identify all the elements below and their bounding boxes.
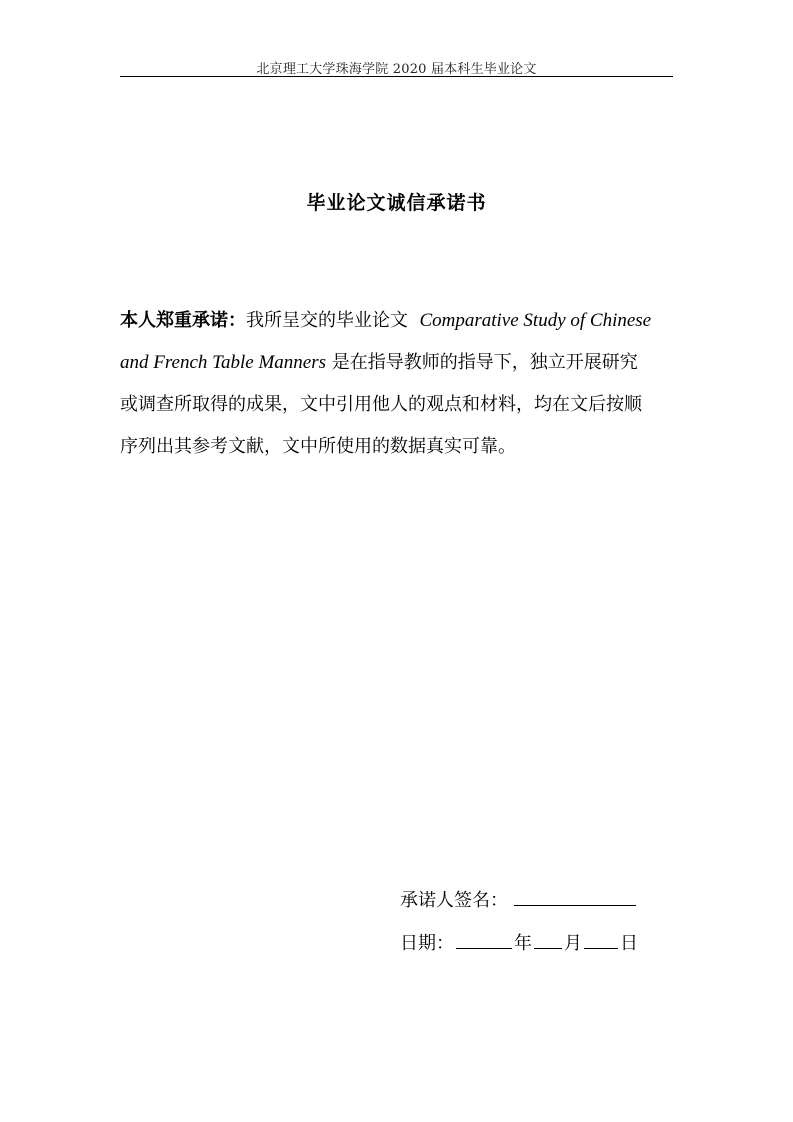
header-divider <box>120 76 673 77</box>
signature-blank[interactable] <box>514 887 636 906</box>
pledge-paragraph <box>120 300 655 468</box>
pledge-lead: 本人郑重承诺： <box>120 310 246 331</box>
month-blank[interactable] <box>534 930 562 949</box>
thesis-title: Comparative Study of Chinese and French Table Manners <box>120 310 652 373</box>
day-blank[interactable] <box>584 930 618 949</box>
month-label: 月 <box>564 933 582 954</box>
signature-row <box>400 886 638 912</box>
year-label: 年 <box>514 933 532 954</box>
signature-label: 承诺人签名： <box>400 890 508 911</box>
year-blank[interactable] <box>456 930 512 949</box>
document-title: 毕业论文诚信承诺书 <box>306 192 487 214</box>
running-header: 北京理工大学珠海学院 2020 届本科生毕业论文 <box>256 62 537 77</box>
pledge-body: 是在指导教师的指导下，独立开展研究或调查所取得的成果，文中引用他人的观点和材料，均在文后按顺序列出其参考文献，文中所使用的数据真实可靠。 <box>120 352 642 457</box>
date-row <box>400 929 638 955</box>
pledge-intro: 我所呈交的毕业论文 <box>246 310 408 331</box>
day-label: 日 <box>620 933 638 954</box>
date-label: 日期： <box>400 933 454 954</box>
